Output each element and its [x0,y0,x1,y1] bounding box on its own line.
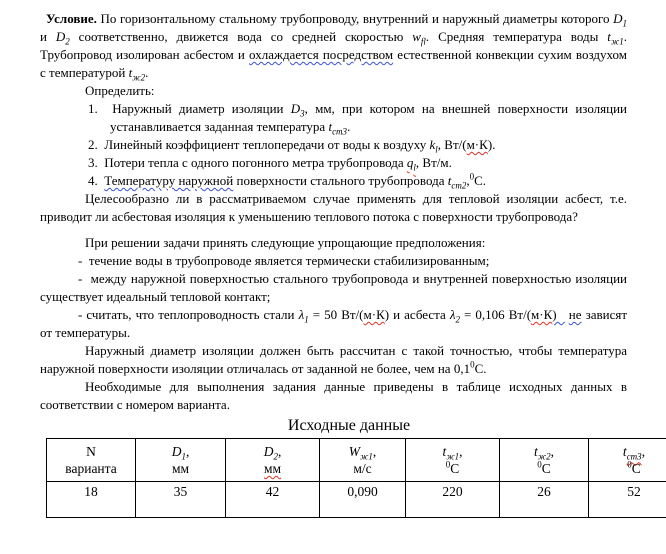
text-run: , мм, при котором на внешней поверхности изоляции устанавливается заданная температура [110,101,628,134]
text-run: 0 [445,459,451,470]
text-run: м/с [353,461,372,476]
text-run: t [533,444,538,459]
text-run: 0 [469,171,475,182]
text-run: Линейный коэффициент теплопередачи от воды к воздуху [104,137,430,152]
task-item-2 [88,136,627,155]
header-symbol-line [408,443,497,460]
document-body [40,10,627,414]
text-run: С [450,461,460,476]
column-header-7 [589,439,666,482]
assumption-2 [40,270,627,306]
text-run: D [171,444,182,459]
text-run: 2 [273,451,278,462]
text-run: N [86,444,96,459]
header-unit-line [322,460,403,477]
text-run: С [631,461,641,476]
text-run: не [568,307,582,322]
header-symbol-line [49,443,133,460]
text-run: λ [298,307,305,322]
text-run: 3 [300,108,305,119]
text-run: W [348,444,360,459]
problem-statement [40,10,627,82]
text-run: D [613,11,623,26]
text-run: 1 [181,451,186,462]
text-run: = 0,106 Вт/( [459,307,532,322]
text-run: При решении задачи принять следующие упрощающие предположения: [85,235,486,250]
text-run: , [550,444,554,459]
text-run: Определить: [85,83,155,98]
column-header-1 [47,439,136,482]
text-run: k [429,137,436,152]
text-run: t [442,444,447,459]
text-run: 0 [627,459,632,470]
column-header-5 [406,439,500,482]
table-header-row [47,439,666,482]
initial-data-table [46,438,666,518]
column-header-2 [136,439,226,482]
accuracy-note [40,342,627,378]
text-run: , Вт/м. [415,155,452,170]
text-run: D [263,444,274,459]
text-run: l [413,162,416,173]
text-run: варианта [65,461,117,476]
header-unit-line [228,460,317,477]
text-run: 2 [65,36,70,47]
text-run: 1. [88,101,113,116]
text-run: ж1 [610,36,624,47]
text-run: ст2 [451,180,467,191]
text-run: . Средняя температура воды [425,29,608,44]
text-run: , [277,444,282,459]
data-cell-6: 26 [500,482,589,518]
text-run: м·К [363,307,385,322]
text-run: , [185,444,190,459]
text-run: - считать, что теплопроводность стали [78,307,299,322]
text-run: Наружный диаметр изоляции должен быть рассчитан с такой точностью, чтобы температура наружной поверхности изоляции отличалась от заданной не более, чем на 0,1 [40,343,627,376]
text-run: D [290,101,301,116]
header-unit-line [408,460,497,477]
text-run: t [622,444,627,459]
text-run: . [145,65,149,80]
text-run: l [435,144,438,155]
text-run: 1 [304,314,309,325]
text-run: t [607,29,611,44]
text-run: - течение воды в трубопроводе является термически стабилизированным; [78,253,490,268]
text-run: , [372,444,377,459]
text-run: - между наружной поверхностью стального трубопровода и внутренней поверхностью изоляции существует идеальный тепловой контакт; [40,271,627,304]
text-run: мм [263,461,282,476]
text-run: w [412,29,421,44]
assumption-3 [40,306,627,342]
text-run: соответственно, движется вода со средней скоростью [69,29,413,44]
task-item-1 [88,100,628,137]
text-run: 0 [537,459,542,470]
header-unit-line [138,460,223,477]
text-run: 2 [455,314,460,325]
text-run: охлаждается посредством [249,47,394,62]
text-run: и [40,29,56,44]
text-run: С. [474,173,487,188]
text-run: 2. [88,137,105,152]
text-run: . [347,119,351,134]
header-unit-line [502,460,586,477]
text-run: зависят от температуры. [40,307,628,340]
assumptions-intro [40,234,627,252]
data-cell-3: 42 [226,482,320,518]
column-header-4 [320,439,406,482]
text-run: ) [552,307,565,322]
header-unit-line [591,460,666,477]
text-run: м·К [531,307,553,322]
header-symbol-line [591,443,666,460]
header-symbol-line [322,443,403,460]
text-run: t [447,173,452,188]
data-cell-5: 220 [406,482,500,518]
text-run: м·К [466,137,488,152]
text-run: ) и асбеста [384,307,450,322]
text-run: , Вт/( [437,137,467,152]
data-cell-2: 35 [136,482,226,518]
blank-line [40,226,627,234]
text-run: ж2 [132,72,146,83]
text-run: = 50 Вт/( [308,307,364,322]
text-run: D [55,29,66,44]
text-run: Необходимые для выполнения задания данные приведены в таблице исходных данных в соответствии с номером варианта. [40,379,627,412]
text-run: Условие. [46,11,97,26]
task-item-4 [88,171,627,191]
header-unit-line [49,460,133,477]
text-run: q [406,155,414,170]
data-cell-7: 52 [589,482,666,518]
text-run: ст3 [332,126,348,137]
text-run: 1 [622,18,627,29]
data-cell-1: 18 [47,482,136,518]
text-run: , [459,444,463,459]
text-run: С [541,461,551,476]
text-run: Температуру наружной [104,173,234,188]
column-header-3 [226,439,320,482]
text-run: ст3 [626,451,642,462]
text-run: λ [449,307,456,322]
data-cell-4: 0,090 [320,482,406,518]
task-item-3 [88,154,627,173]
text-run: Наружный диаметр изоляции [112,101,291,116]
text-run: t [128,65,133,80]
header-symbol-line [228,443,317,460]
text-run: По горизонтальному стальному трубопроводу, внутренний и наружный диаметры которого [96,11,614,26]
text-run: . Трубопровод изолирован асбестом и [40,29,627,62]
table-title: Исходные данные [287,417,411,434]
determine-heading [40,82,627,100]
text-run: , [641,444,646,459]
text-run: fl [420,36,426,47]
text-run: естественной конвекции сухим воздухом с температурой [40,47,627,80]
text-run: ). [487,137,496,152]
text-run: , [466,173,470,188]
header-symbol-line [502,443,586,460]
data-reference-note [40,378,627,414]
text-run: t [328,119,333,134]
text-run: 3. [88,155,105,170]
text-run: ж1 [446,451,460,462]
feasibility-question [40,190,627,226]
text-run: поверхности стального трубопровода [233,173,448,188]
text-run: 4. [88,173,105,188]
text-run: Потери тепла с одного погонного метра трубопровода [104,155,407,170]
text-run: мм [171,461,190,476]
table-data-row [47,482,666,518]
text-run: Целесообразно ли в рассматриваемом случае применять для тепловой изоляции асбест, т.е. приводит ли асбестовая изоляция к уменьшению теплового потока с поверхности трубопровода? [40,191,627,224]
text-run: С. [474,361,487,376]
header-symbol-line [138,443,223,460]
text-run: 0 [470,359,475,370]
text-run: ж1 [360,451,373,462]
column-header-6 [500,439,589,482]
assumption-1 [40,252,627,270]
text-run: ж2 [537,451,551,462]
